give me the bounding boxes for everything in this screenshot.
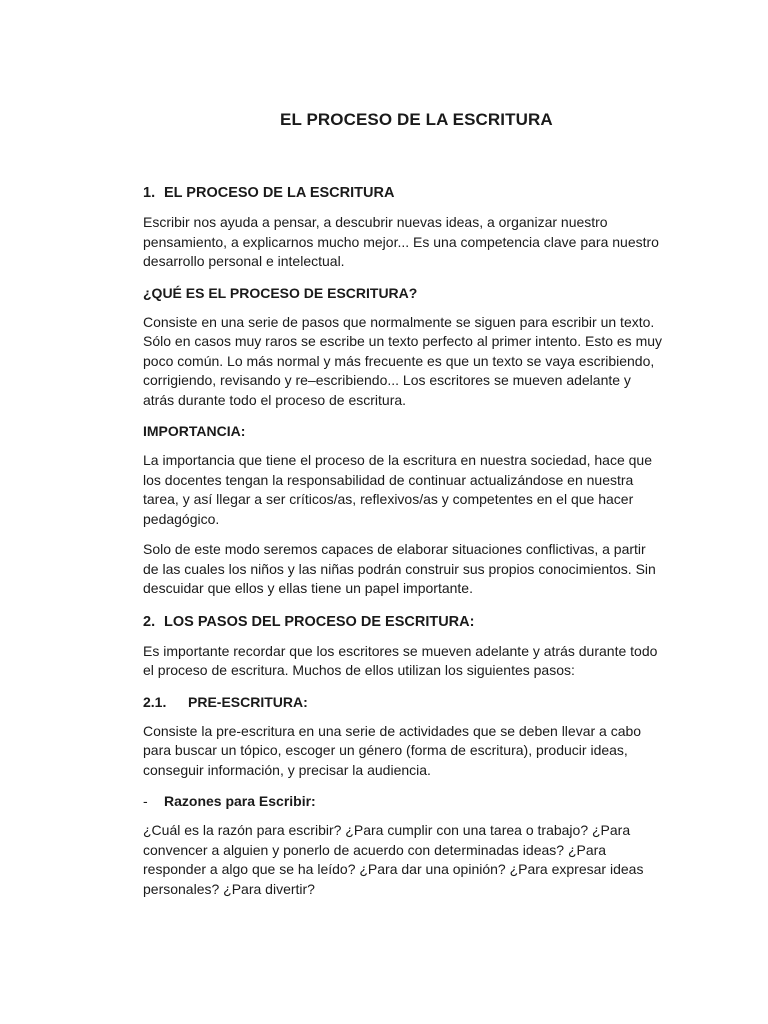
spacer bbox=[143, 529, 663, 540]
spacer bbox=[143, 272, 663, 283]
section-2-intro-paragraph: Es importante recordar que los escritores se mueven adelante y atrás durante todo el proceso de escritura. Muchos de ellos utilizan los siguientes pasos: bbox=[143, 642, 658, 678]
subsection-2-1-heading bbox=[143, 692, 663, 712]
what-is-paragraph: Consiste en una serie de pasos que normalmente se siguen para escribir un texto. Sólo en casos muy raros se escribe un texto perfecto al primer intento. Esto es muy poco común. Lo más normal y más frecuente es que un texto se vaya escribiendo, corrigiendo, revisando y re–escribiendo... Los escritores se mueven adelante y atrás durante todo el proceso de escritura. bbox=[143, 313, 663, 408]
importance-paragraph-1: La importancia que tiene el proceso de la escritura en nuestra sociedad, hace que los docentes tengan la responsabilidad de continuar actualizándose en nuestra tarea, y así llegar a ser críticos/as, reflexivos/as y competentes en el que hacer pedagógico. bbox=[143, 452, 652, 527]
subsection-2-1-number: 2.1. bbox=[143, 693, 167, 710]
spacer bbox=[143, 811, 663, 821]
spacer bbox=[143, 132, 663, 183]
spacer bbox=[143, 632, 663, 642]
section-1-number: 1. bbox=[143, 185, 156, 201]
reasons-bullet-label: Razones para Escribir: bbox=[164, 793, 316, 809]
document-title: EL PROCESO DE LA ESCRITURA bbox=[280, 110, 553, 129]
reasons-bullet bbox=[143, 791, 663, 811]
section-1-heading bbox=[143, 183, 663, 203]
reasons-paragraph: ¿Cuál es la razón para escribir? ¿Para cumplir con una tarea o trabajo? ¿Para convencer a alguien y ponerlo de acuerdo con determinadas ideas? ¿Para responder a algo que se ha leído? ¿Para dar una opinión? ¿Para expresar ideas personales? ¿Para divertir? bbox=[143, 822, 644, 897]
spacer bbox=[143, 681, 663, 692]
importance-heading: IMPORTANCIA: bbox=[143, 423, 246, 439]
section-1-intro-paragraph: Escribir nos ayuda a pensar, a descubrir nuevas ideas, a organizar nuestro pensamiento, a explicarnos mucho mejor... Es una competencia clave para nuestro desarrollo personal e intelectual. bbox=[143, 214, 659, 269]
spacer bbox=[143, 599, 663, 612]
spacer bbox=[143, 303, 663, 313]
spacer bbox=[143, 780, 663, 791]
spacer bbox=[143, 410, 663, 421]
what-is-heading: ¿QUÉ ES EL PROCESO DE ESCRITURA? bbox=[143, 284, 418, 301]
importance-paragraph-2: Solo de este modo seremos capaces de elaborar situaciones conflictivas, a partir de las cuales los niños y las niñas podrán construir sus propios conocimientos. Sin descuidar que ellos y ellas tiene un papel importante. bbox=[143, 541, 656, 596]
section-2-number: 2. bbox=[143, 613, 156, 630]
section-2-heading bbox=[143, 612, 663, 632]
spacer bbox=[143, 712, 663, 722]
section-2-heading-text: LOS PASOS DEL PROCESO DE ESCRITURA: bbox=[164, 613, 475, 630]
subsection-2-1-heading-text: PRE-ESCRITURA: bbox=[188, 693, 308, 710]
section-1-heading-text: EL PROCESO DE LA ESCRITURA bbox=[164, 185, 395, 201]
document-body bbox=[143, 108, 663, 899]
spacer bbox=[143, 441, 663, 451]
pre-writing-paragraph: Consiste la pre-escritura en una serie de actividades que se deben llevar a cabo para buscar un tópico, escoger un género (forma de escritura), producir ideas, conseguir información, y precisar la audiencia. bbox=[143, 722, 642, 778]
bullet-marker: - bbox=[143, 793, 148, 809]
spacer bbox=[143, 203, 663, 213]
